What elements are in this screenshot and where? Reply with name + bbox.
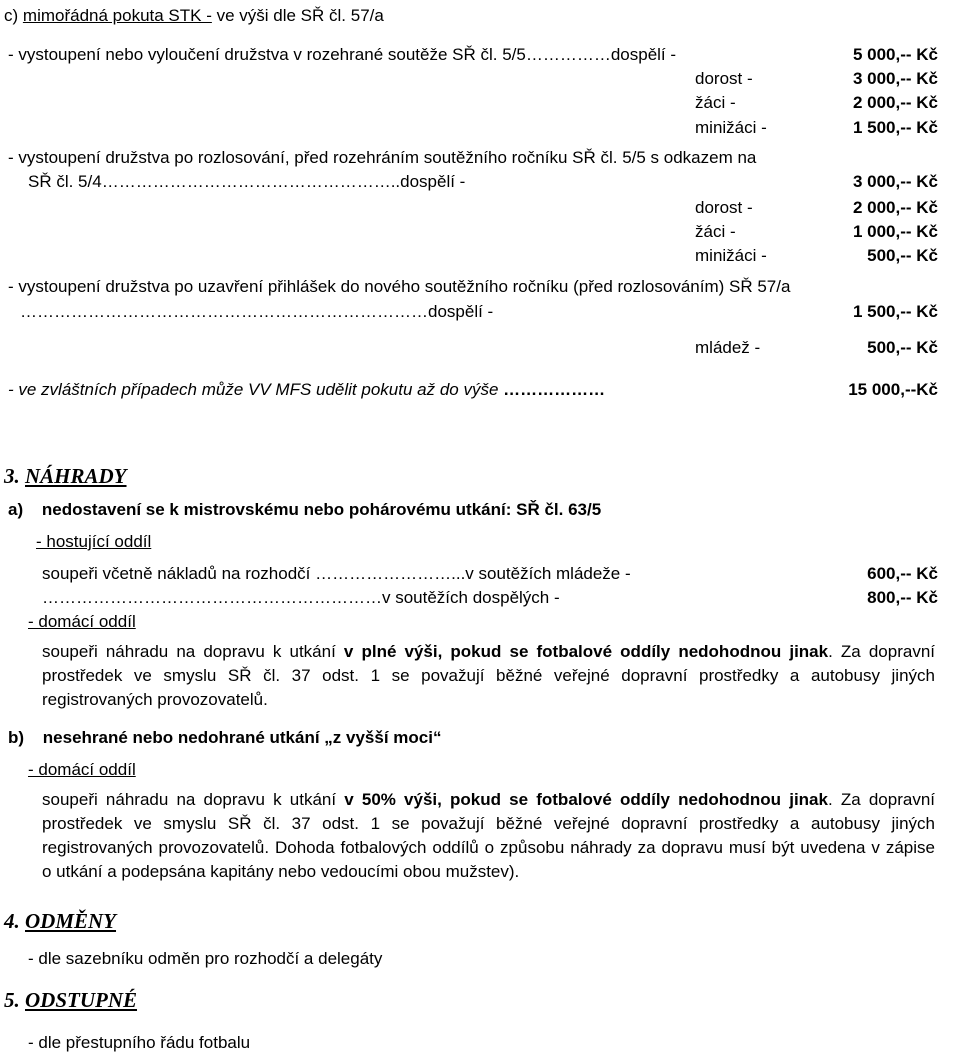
paragraph-line: registrovaných provozovatelů. bbox=[42, 690, 268, 709]
withdraw-during-cat: dorost - bbox=[695, 69, 753, 88]
withdraw-after-draw-cat: žáci - bbox=[695, 222, 736, 241]
withdraw-after-draw-adult-amount: 3 000,-- Kč bbox=[852, 172, 938, 191]
paragraph-line: prostředek ve smyslu SŘ čl. 37 odst. 1 se považují běžné veřejné dopravní prostředky a autobusy jiných bbox=[42, 814, 935, 833]
section-3b-paragraph bbox=[42, 788, 935, 884]
withdraw-after-entry-adult-amount: 1 500,-- Kč bbox=[852, 302, 938, 321]
section-3a-heading bbox=[8, 499, 601, 521]
withdraw-after-entry-line1: - vystoupení družstva po uzavření přihlášek do nového soutěžního ročníku (před rozlosováním) SŘ 57/a bbox=[8, 277, 791, 296]
withdraw-after-draw-cat: minižáci - bbox=[695, 246, 767, 265]
withdraw-after-draw-line2: SŘ čl. 5/4……………………………………………..dospělí - bbox=[28, 172, 466, 191]
section-3a-title: nedostavení se k mistrovskému nebo pohárovému utkání: SŘ čl. 63/5 bbox=[41, 500, 602, 519]
paragraph-line bbox=[42, 788, 935, 812]
section-3-number: 3. bbox=[4, 464, 25, 488]
special-amount: 15 000,--Kč bbox=[848, 380, 938, 399]
paragraph-line: o utkání a podepsána kapitány nebo vedoucími obou mužstev). bbox=[42, 862, 520, 881]
paragraph-line bbox=[42, 640, 935, 664]
withdraw-after-entry-line2: ………………………………………………………………dospělí - bbox=[20, 302, 494, 321]
withdraw-after-entry-youth-amount: 500,-- Kč bbox=[867, 338, 938, 357]
section-c-label: c) bbox=[4, 6, 19, 25]
section-3a-guest-label: - hostující oddíl bbox=[36, 532, 152, 551]
section-5-number: 5. bbox=[4, 988, 25, 1012]
section-3a-label: a) bbox=[8, 500, 24, 519]
section-4-text: - dle sazebníku odměn pro rozhodčí a delegáty bbox=[28, 949, 383, 968]
section-4-title: ODMĚNY bbox=[25, 909, 117, 933]
text-run: soupeři náhradu na dopravu k utkání bbox=[42, 790, 345, 809]
withdraw-after-draw-amount: 2 000,-- Kč bbox=[852, 198, 938, 217]
section-3a-youth-line: soupeři včetně nákladů na rozhodčí ……………………...v soutěžích mládeže - bbox=[42, 564, 631, 583]
withdraw-after-draw-amount: 500,-- Kč bbox=[867, 246, 938, 265]
withdraw-during-adult-amount: 5 000,-- Kč bbox=[852, 45, 938, 64]
text-run: . Za dopravní bbox=[828, 642, 936, 661]
section-5-title: ODSTUPNÉ bbox=[25, 988, 138, 1012]
section-5-text: - dle přestupního řádu fotbalu bbox=[28, 1033, 251, 1052]
section-3-heading bbox=[4, 464, 127, 488]
section-4-heading bbox=[4, 909, 116, 933]
section-3b-home-label: - domácí oddíl bbox=[28, 760, 136, 779]
section-3a-home-label: - domácí oddíl bbox=[28, 612, 136, 631]
withdraw-after-draw-cat: dorost - bbox=[695, 198, 753, 217]
section-3b-heading bbox=[8, 727, 441, 749]
withdraw-during-amount: 1 500,-- Kč bbox=[852, 118, 938, 137]
section-3a-adult-amount: 800,-- Kč bbox=[867, 588, 938, 607]
section-3b-title: nesehrané nebo nedohrané utkání „z vyšší moci“ bbox=[42, 728, 442, 747]
special-dots: ……………… bbox=[503, 380, 606, 399]
special-line bbox=[8, 379, 605, 401]
withdraw-after-entry-youth-cat: mládež - bbox=[695, 338, 761, 357]
withdraw-during-amount: 2 000,-- Kč bbox=[852, 93, 938, 112]
special-text: - ve zvláštních případech může VV MFS udělit pokutu až do výše bbox=[8, 380, 499, 399]
text-run: . Za dopravní bbox=[827, 790, 936, 809]
withdraw-during-cat: žáci - bbox=[695, 93, 736, 112]
section-5-heading bbox=[4, 988, 137, 1012]
paragraph-line: registrovaných provozovatelů. Dohoda fotbalových oddílů o způsobu náhrady za dopravu musí být uvedena v zápise bbox=[42, 838, 935, 857]
text-run-bold: v 50% výši, pokud se fotbalové oddíly nedohodnou jinak bbox=[344, 790, 828, 809]
withdraw-during-line: - vystoupení nebo vyloučení družstva v rozehrané soutěže SŘ čl. 5/5……………dospělí - bbox=[8, 45, 677, 64]
withdraw-after-draw-line1: - vystoupení družstva po rozlosování, před rozehráním soutěžního ročníku SŘ čl. 5/5 s odkazem na bbox=[8, 148, 757, 167]
withdraw-during-amount: 3 000,-- Kč bbox=[852, 69, 938, 88]
withdraw-during-cat: minižáci - bbox=[695, 118, 767, 137]
paragraph-line: prostředek ve smyslu SŘ čl. 37 odst. 1 se považují běžné veřejné dopravní prostředky a autobusy jiných bbox=[42, 666, 935, 685]
withdraw-after-draw-amount: 1 000,-- Kč bbox=[852, 222, 938, 241]
text-run-bold: v plné výši, pokud se fotbalové oddíly nedohodnou jinak bbox=[343, 642, 829, 661]
section-4-number: 4. bbox=[4, 909, 25, 933]
section-3a-adult-line: ……………………………………………………v soutěžích dospělých - bbox=[42, 588, 560, 607]
text-run: soupeři náhradu na dopravu k utkání bbox=[42, 642, 344, 661]
section-c-title: mimořádná pokuta STK - bbox=[22, 6, 212, 25]
section-3-title: NÁHRADY bbox=[25, 464, 127, 488]
section-3a-youth-amount: 600,-- Kč bbox=[867, 564, 938, 583]
section-3a-paragraph bbox=[42, 640, 935, 712]
section-c-heading bbox=[4, 5, 384, 27]
section-3b-label: b) bbox=[8, 728, 25, 747]
section-c-suffix: ve výši dle SŘ čl. 57/a bbox=[211, 6, 384, 25]
